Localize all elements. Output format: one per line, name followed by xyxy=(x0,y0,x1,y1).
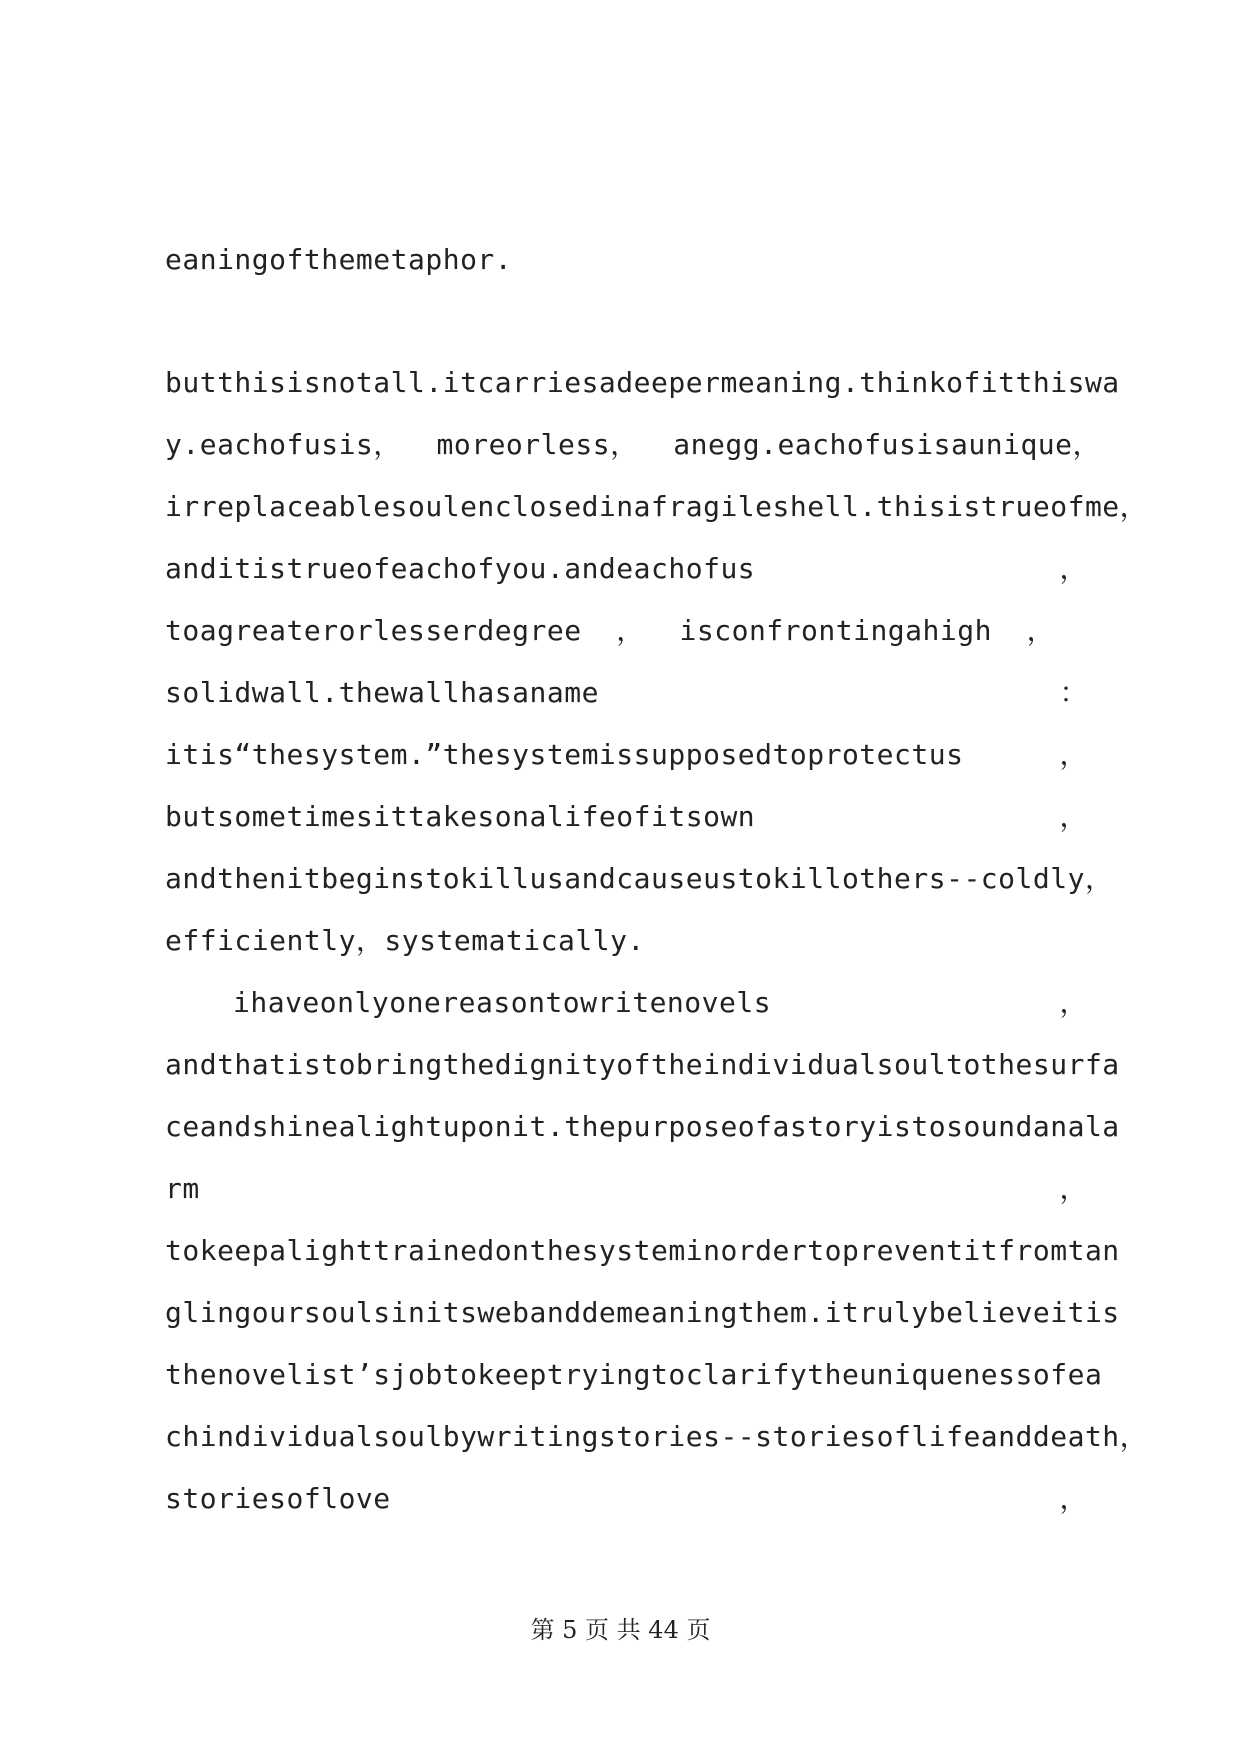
text-line-9-mark: ， xyxy=(1059,800,1088,833)
text-line-15-body: rm xyxy=(165,1172,200,1205)
text-line-4: irreplaceablesoulenclosedinafragileshell.thisistrueofme， xyxy=(165,490,1149,523)
text-line-19: chindividualsoulbywritingstories--storiesoflifeanddeath， xyxy=(165,1420,1149,1453)
text-line-2: butthisisnotall.itcarriesadeepermeaning.thinkofitthiswa xyxy=(165,366,1120,399)
text-line-7-mark: ： xyxy=(1059,676,1088,709)
text-line-7 xyxy=(165,673,1088,713)
text-line-20 xyxy=(165,1479,1088,1519)
text-line-13: andthatistobringthedignityoftheindividualsoultothesurfa xyxy=(165,1048,1120,1081)
text-line-5 xyxy=(165,549,1088,589)
text-line-6: toagreaterorlesserdegree ， isconfrontingahigh ， xyxy=(165,614,1056,647)
page-number-footer: 第 5 页 共 44 页 xyxy=(530,1616,711,1644)
text-line-17: glingoursoulsinitswebanddemeaningthem.itrulybelieveitis xyxy=(165,1296,1120,1329)
text-line-8 xyxy=(165,735,1088,775)
text-line-16: tokeepalighttrainedonthesysteminordertopreventitfromtan xyxy=(165,1234,1120,1267)
text-line-8-mark: ， xyxy=(1059,738,1088,771)
text-line-12 xyxy=(233,983,1088,1023)
text-line-14: ceandshinealightuponit.thepurposeofastoryistosoundanala xyxy=(165,1110,1120,1143)
text-line-9 xyxy=(165,797,1088,837)
text-line-12-mark: ， xyxy=(1059,986,1088,1019)
text-line-18: thenovelist’sjobtokeeptryingtoclarifytheuniquenessofea xyxy=(165,1358,1103,1391)
text-line-11: efficiently，systematically. xyxy=(165,924,645,957)
text-line-20-mark: ， xyxy=(1059,1482,1088,1515)
text-line-20-body: storiesoflove xyxy=(165,1482,391,1515)
text-line-9-body: butsometimesittakesonalifeofitsown xyxy=(165,800,756,833)
text-line-5-mark: ， xyxy=(1059,552,1088,585)
text-line-8-body: itis“thesystem.”thesystemissupposedtoprotectus xyxy=(165,738,964,771)
text-line-1: eaningofthemetaphor. xyxy=(165,243,513,276)
text-line-15 xyxy=(165,1169,1088,1209)
text-line-7-body: solidwall.thewallhasaname xyxy=(165,676,599,709)
text-line-15-mark: ， xyxy=(1059,1172,1088,1205)
text-line-10: andthenitbeginstokillusandcauseustokillothers--coldly， xyxy=(165,862,1114,895)
text-line-12-body: ihaveonlyonereasontowritenovels xyxy=(233,986,772,1019)
text-line-5-body: anditistrueofeachofyou.andeachofus xyxy=(165,552,756,585)
text-line-3: y.eachofusis， moreorless， anegg.eachofusisaunique， xyxy=(165,428,1102,461)
